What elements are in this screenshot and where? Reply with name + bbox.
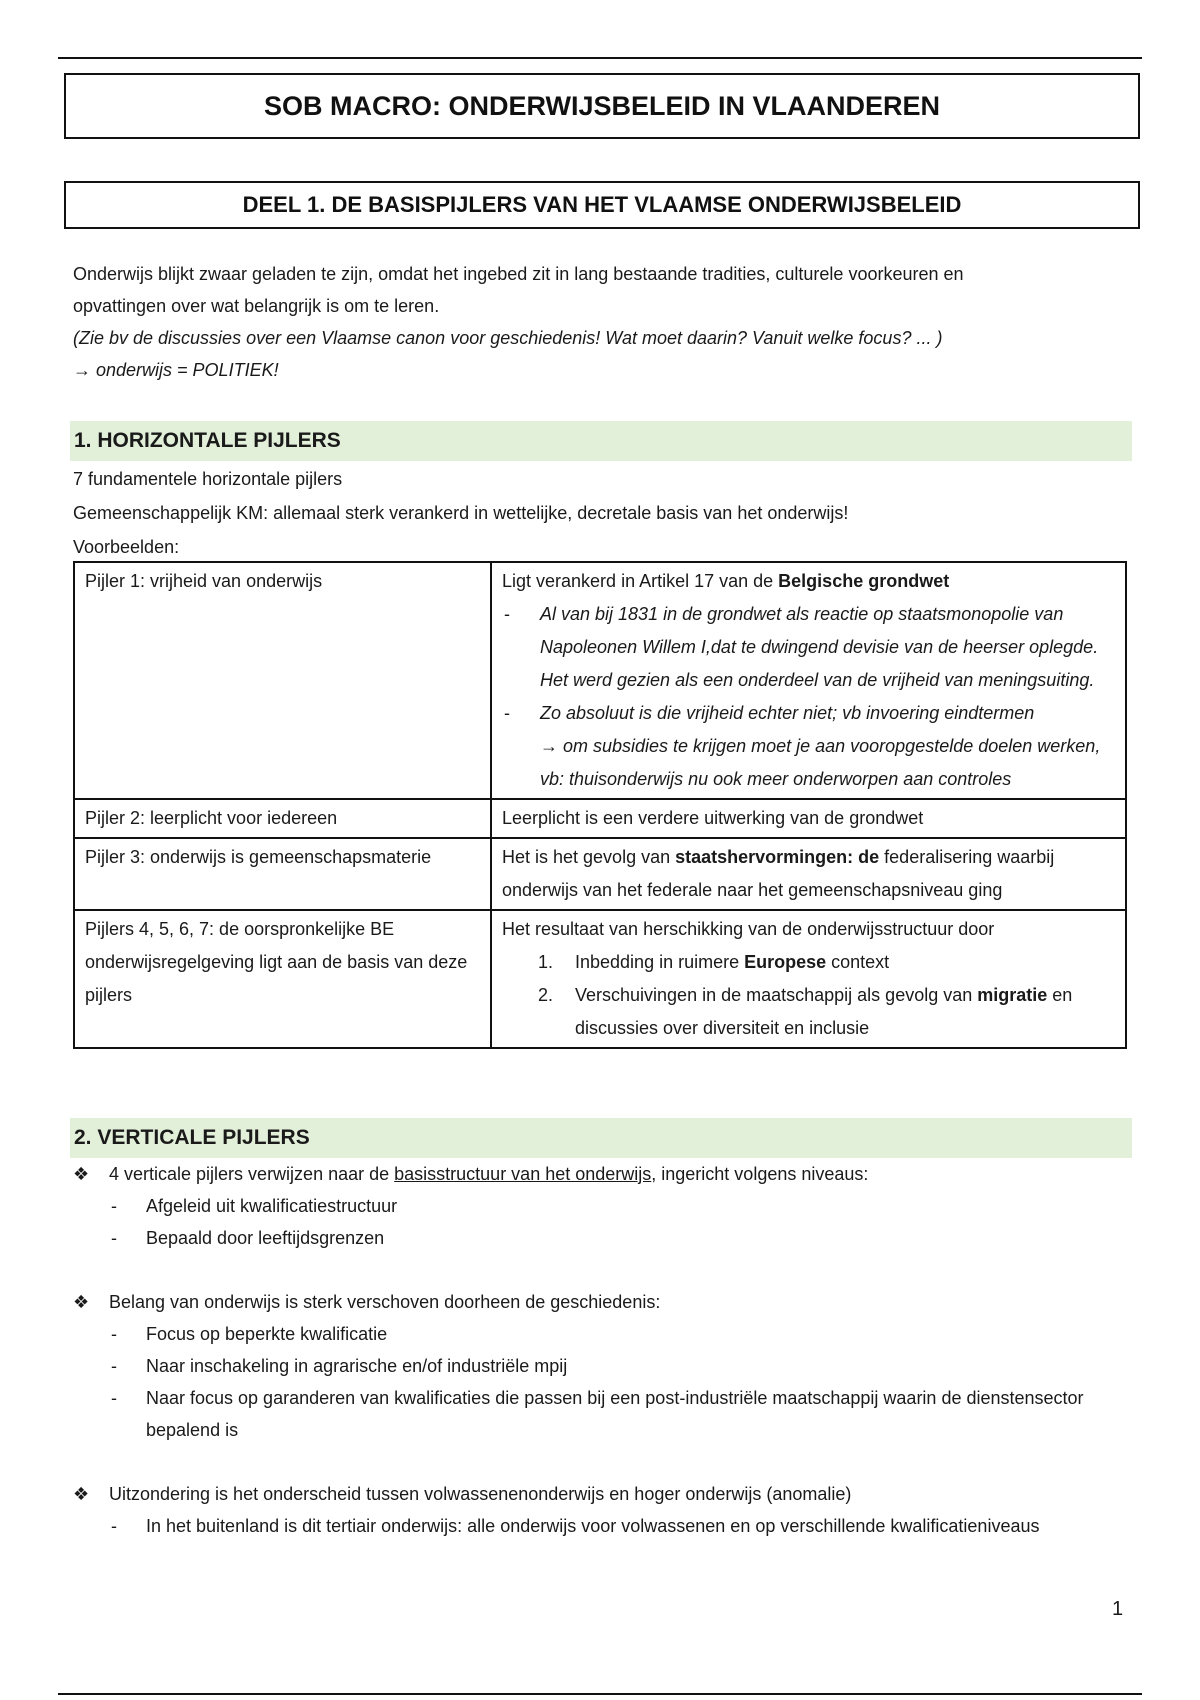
diamond-bullet-icon: ❖ <box>73 1292 90 1312</box>
bullet-group: ❖ 4 verticale pijlers verwijzen naar de basisstructuur van het onderwijs, ingericht volgens niveaus: - Afgeleid uit kwalificatiestructuur - Bepaald door leeftijdsgrenzen <box>73 1158 1133 1254</box>
pillar-description: Het is het gevolg van staatshervormingen: de federalisering waarbij onderwijs van het federale naar het gemeenschapsniveau ging <box>491 838 1126 910</box>
pillar-description: Ligt verankerd in Artikel 17 van de Belgische grondwet - Al van bij 1831 in de grondwet als reactie op staatsmonopolie van Napoleonen Willem I,dat te dwingend devisie van de heerser oplegde. Het werd gezien als een onderdeel van de vrijheid van meningsuiting. - Zo absoluut is die vrijheid echter niet; vb invoering eindtermen → om subsidies te krijgen moet je aan vooropgestelde doelen werken, vb: thuisonderwijs nu ook meer onderworpen aan controles <box>491 562 1126 799</box>
pillar-name: Pijler 3: onderwijs is gemeenschapsmaterie <box>74 838 491 910</box>
list-item: - Focus op beperkte kwalificatie <box>111 1324 388 1344</box>
arrow-icon: → <box>73 360 91 380</box>
text-line: Voorbeelden: <box>73 537 180 557</box>
page-number: 1 <box>1112 1598 1124 1620</box>
bullet-group: ❖ Belang van onderwijs is sterk verschoven doorheen de geschiedenis: - Focus op beperkte kwalificatie - Naar inschakeling in agrarische en/of industriële mpij - Naar focus op garanderen van kwalificaties die passen bij een post-industriële maatschappij waarin de dienstensector bepalend is <box>73 1286 1133 1446</box>
pillar-name: Pijler 2: leerplicht voor iedereen <box>74 799 491 838</box>
list-item: - Al van bij 1831 in de grondwet als reactie op staatsmonopolie van Napoleonen Willem I,dat te dwingend devisie van de heerser oplegde. Het werd gezien als een onderdeel van de vrijheid van meningsuiting. <box>502 598 1115 697</box>
section1-intro <box>73 462 848 564</box>
intro-example: (Zie bv de discussies over een Vlaamse canon voor geschiedenis! Wat moet daarin? Vanuit welke focus? ... ) <box>73 328 943 348</box>
diamond-bullet-icon: ❖ <box>73 1164 90 1184</box>
intro-conclusion: → onderwijs = POLITIEK! <box>73 360 279 380</box>
vertical-pillars-list <box>73 1158 1133 1574</box>
table-row <box>74 910 1126 1048</box>
list-item: 1. Inbedding in ruimere Europese context <box>538 952 890 972</box>
top-rule <box>58 57 1142 59</box>
bullet-group: ❖ Uitzondering is het onderscheid tussen volwassenenonderwijs en hoger onderwijs (anomalie) - In het buitenland is dit tertiair onderwijs: alle onderwijs voor volwassenen en op verschillende kwalificatieniveaus <box>73 1478 1133 1542</box>
table-row <box>74 838 1126 910</box>
pillar-name: Pijler 1: vrijheid van onderwijs <box>74 562 491 799</box>
pillars-table <box>73 561 1127 1049</box>
list-item: - Bepaald door leeftijdsgrenzen <box>111 1228 385 1248</box>
intro-line: Onderwijs blijkt zwaar geladen te zijn, omdat het ingebed zit in lang bestaande tradities, culturele voorkeuren en <box>73 264 964 284</box>
pillar-description: Het resultaat van herschikking van de onderwijsstructuur door 1. Inbedding in ruimere Europese context 2. Verschuivingen in de maatschappij als gevolg van migratie en discussies over diversiteit en inclusie <box>491 910 1126 1048</box>
intro-paragraph <box>73 258 1133 386</box>
table-row <box>74 562 1126 799</box>
list-item: - Afgeleid uit kwalificatiestructuur <box>111 1196 398 1216</box>
table-row <box>74 799 1126 838</box>
numbered-list <box>502 946 1115 1045</box>
section-heading-horizontal: 1. HORIZONTALE PIJLERS <box>70 421 1132 461</box>
arrow-icon: → <box>540 736 558 756</box>
part-title: DEEL 1. DE BASISPIJLERS VAN HET VLAAMSE ONDERWIJSBELEID <box>64 181 1140 229</box>
list-item: - Naar focus op garanderen van kwalificaties die passen bij een post-industriële maatschappij waarin de dienstensector bepalend is <box>111 1388 1084 1440</box>
list-item: - Zo absoluut is die vrijheid echter niet; vb invoering eindtermen → om subsidies te krijgen moet je aan vooropgestelde doelen werken, vb: thuisonderwijs nu ook meer onderworpen aan controles <box>502 697 1115 796</box>
list-item: - Naar inschakeling in agrarische en/of industriële mpij <box>111 1356 568 1376</box>
pillar-name: Pijlers 4, 5, 6, 7: de oorspronkelijke BE onderwijsregelgeving ligt aan de basis van deze pijlers <box>74 910 491 1048</box>
section-heading-vertical: 2. VERTICALE PIJLERS <box>70 1118 1132 1158</box>
text-line: Gemeenschappelijk KM: allemaal sterk verankerd in wettelijke, decretale basis van het onderwijs! <box>73 503 849 523</box>
diamond-bullet-icon: ❖ <box>73 1484 90 1504</box>
list-item: - In het buitenland is dit tertiair onderwijs: alle onderwijs voor volwassenen en op verschillende kwalificatieniveaus <box>111 1516 1040 1536</box>
dash-list <box>502 598 1115 796</box>
text-line: 7 fundamentele horizontale pijlers <box>73 469 343 489</box>
pillar-description: Leerplicht is een verdere uitwerking van de grondwet <box>491 799 1126 838</box>
document-title: SOB MACRO: ONDERWIJSBELEID IN VLAANDEREN <box>64 73 1140 139</box>
list-item: 2. Verschuivingen in de maatschappij als gevolg van migratie en discussies over diversiteit en inclusie <box>538 985 1073 1038</box>
bottom-rule <box>58 1693 1142 1695</box>
intro-line: opvattingen over wat belangrijk is om te leren. <box>73 296 440 316</box>
